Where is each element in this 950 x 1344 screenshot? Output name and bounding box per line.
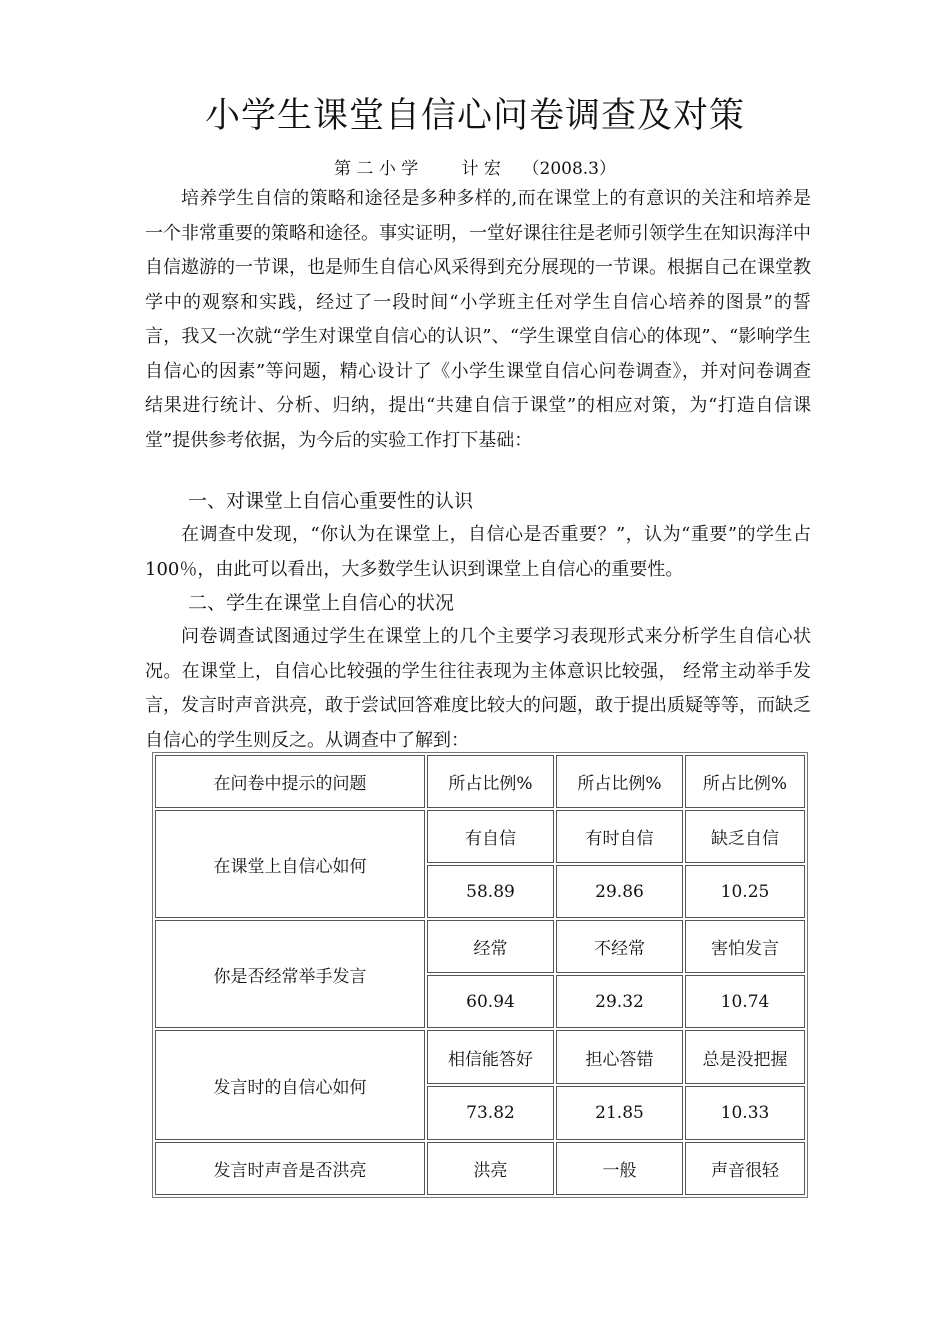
value-cell: 73.82: [427, 1086, 554, 1140]
header-cell-ratio: 所占比例%: [427, 755, 554, 808]
option-cell: 不经常: [556, 920, 683, 973]
question-cell: 发言时声音是否洪亮: [155, 1142, 425, 1195]
value-cell: 10.25: [685, 865, 805, 918]
byline-school: 第 二 小 学: [334, 159, 419, 179]
table-header-row: [155, 755, 805, 808]
value-cell: 60.94: [427, 975, 554, 1028]
option-cell: 总是没把握: [685, 1030, 805, 1084]
value-cell: 29.86: [556, 865, 683, 918]
byline: [0, 154, 950, 179]
option-cell: 有自信: [427, 810, 554, 863]
document-title: 小学生课堂自信心问卷调查及对策: [204, 96, 745, 136]
section-1-heading: 一、对课堂上自信心重要性的认识: [188, 490, 474, 512]
table-row-options: [155, 810, 805, 863]
option-cell: 害怕发言: [685, 920, 805, 973]
table-row-options: [155, 1030, 805, 1084]
value-cell: 29.32: [556, 975, 683, 1028]
value-cell: 10.33: [685, 1086, 805, 1140]
value-cell: 10.74: [685, 975, 805, 1028]
value-cell: 58.89: [427, 865, 554, 918]
question-cell: 你是否经常举手发言: [155, 920, 425, 1028]
option-cell: 有时自信: [556, 810, 683, 863]
option-cell: 一般: [556, 1142, 683, 1195]
header-cell-ratio: 所占比例%: [685, 755, 805, 808]
question-cell: 发言时的自信心如何: [155, 1030, 425, 1140]
section-2-paragraph: 问卷调查试图通过学生在课堂上的几个主要学习表现形式来分析学生自信心状况。在课堂上，自信心比较强的学生往往表现为主体意识比较强， 经常主动举手发言，发言时声音洪亮，敢于尝试回答难度比较大的问题，敢于提出质疑等等，而缺乏自信心的学生则反之。从调查中了解到：: [145, 626, 811, 751]
section-2-heading: 二、学生在课堂上自信心的状况: [188, 592, 455, 614]
option-cell: 洪亮: [427, 1142, 554, 1195]
header-cell-ratio: 所占比例%: [556, 755, 683, 808]
question-cell: 在课堂上自信心如何: [155, 810, 425, 918]
table-row-options: [155, 920, 805, 973]
byline-date: （2008.3）: [522, 159, 616, 179]
survey-table: [152, 752, 808, 1198]
value-cell: 21.85: [556, 1086, 683, 1140]
byline-author: 计 宏: [461, 159, 501, 179]
header-cell-question: 在问卷中提示的问题: [155, 755, 425, 808]
intro-paragraph: 培养学生自信的策略和途径是多种多样的,而在课堂上的有意识的关注和培养是一个非常重要的策略和途径。事实证明，一堂好课往往是老师引领学生在知识海洋中自信遨游的一节课，也是师生自信心风采得到充分展现的一节课。根据自己在课堂教学中的观察和实践，经过了一段时间“小学班主任对学生自信心培养的图景”的誓言，我又一次就“学生对课堂自信心的认识”、“学生课堂自信心的体现”、“影响学生自信心的因素”等问题，精心设计了《小学生课堂自信心问卷调查》，并对问卷调查结果进行统计、分析、归纳，提出“共建自信于课堂”的相应对策，为“打造自信课堂”提供参考依据，为今后的实验工作打下基础：: [145, 188, 811, 451]
option-cell: 相信能答好: [427, 1030, 554, 1084]
option-cell: 缺乏自信: [685, 810, 805, 863]
table-row-options: [155, 1142, 805, 1195]
section-1-paragraph: 在调查中发现，“你认为在课堂上，自信心是否重要？”，认为“重要”的学生占 100％，由此可以看出，大多数学生认识到课堂上自信心的重要性。: [145, 524, 811, 580]
option-cell: 经常: [427, 920, 554, 973]
option-cell: 担心答错: [556, 1030, 683, 1084]
option-cell: 声音很轻: [685, 1142, 805, 1195]
